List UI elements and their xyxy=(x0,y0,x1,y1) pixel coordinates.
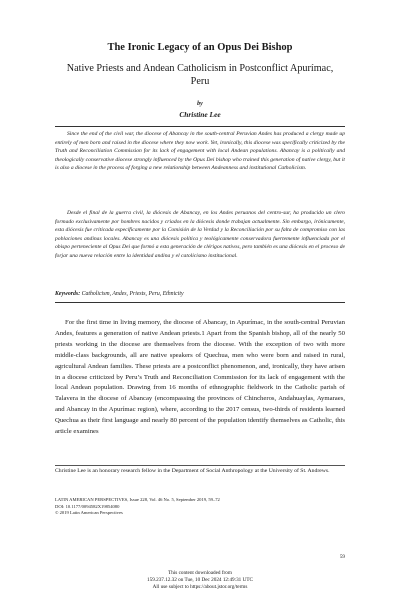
author-name: Christine Lee xyxy=(179,110,221,119)
download-line-2: 159.237.12.32 on Tue, 10 Dec 2024 12:49:31 UTC xyxy=(147,577,253,584)
abstract-english: Since the end of the civil war, the diocese of Abancay in the south-central Peruvian Andes has produced a clergy made up entirely of men born and raised in the diocese where they now work. Yet, ironically, this diocese was specifically criticized by the Truth and Reconciliation Commission for its lack of engagement with local Andean populations. Abancay is a politically and theologically conservative diocese strongly influenced by the Opus Dei bishop who trained this generation of native clergy, but it is also a diocese in the process of forging a new relationship between Andeanness and institutional Catholicism. xyxy=(55,131,345,171)
article-subtitle: Native Priests and Andean Catholicism in Postconflict Apurímac, Peru xyxy=(66,63,334,87)
publication-info xyxy=(55,497,255,517)
article-title: The Ironic Legacy of an Opus Dei Bishop xyxy=(107,42,293,53)
download-footer xyxy=(100,570,300,592)
author-note: Christine Lee is an honorary research fellow in the Department of Social Anthropology at the University of St. Andrews. xyxy=(55,468,330,474)
doi: DOI: 10.1177/0094582X19854080 xyxy=(55,503,120,509)
download-line-1: This content downloaded from xyxy=(168,570,232,576)
abstract-bottom-rule xyxy=(55,302,345,303)
keywords-line xyxy=(55,291,345,298)
copyright: © 2019 Latin American Perspectives xyxy=(55,510,123,516)
keywords-label: Keywords: xyxy=(55,291,81,297)
page-number: 59 xyxy=(339,554,345,560)
keywords-value: Catholicism, Andes, Priests, Peru, Ethnicity xyxy=(81,291,184,297)
abstract-top-rule xyxy=(55,126,345,127)
journal-citation: LATIN AMERICAN PERSPECTIVES, Issue 228, Vol. 46 No. 5, September 2019, 59–72 xyxy=(55,497,220,502)
byline-by: by xyxy=(197,101,203,107)
footnote-rule xyxy=(55,465,345,466)
body-paragraph: For the first time in living memory, the diocese of Abancay, in Apurímac, in the south-central Peruvian Andes, features a generation of native Andean priests.1 Apart from the Spanish bishop, all of the nearly 50 priests working in the diocese are themselves from the diocese. With the exception of two with more middle-class backgrounds, all are native speakers of Quechua, men who were born and raised in rural, agricultural Andean families. These priests are a postconflict phenomenon, and, ironically, they have arisen in a diocese criticized by Peru’s Truth and Reconciliation Commission for its lack of engagement with the local Andean population. Drawing from 16 months of ethnographic fieldwork in the Catholic parish of Talavera in the diocese of Abancay (encompassing the provinces of Chincheros, Andahuaylas, Aymaraes, and Abancay in the Apurímac region), where, according to the 2017 census, two-thirds of residents learned Quechua as their first language and nearly 80 percent of the population identify themselves as Catholic, this article examines xyxy=(55,319,345,436)
abstract-spanish: Desde el final de la guerra civil, la diócesis de Abancay, en los Andes peruanos del centro-sur, ha producido un clero formado exclusivamente por hombres nacidos y criados en la diócesis donde trabajan actualmente. Sin embargo, irónicamente, esta diócesis fue criticada específicamente por la Comisión de la Verdad y la Reconciliación por su falta de compromiso con las poblaciones andinas locales. Abancay es una diócesis política y teológicamente conservadora fuertemente influenciada por el obispo perteneciente al Opus Dei que formó a esta generación de clérigos nativos, pero también es una diócesis en el proceso de forjar una nueva relación entre la identidad andina y el catolicismo institucional. xyxy=(55,210,345,259)
download-line-3: All use subject to https://about.jstor.org/terms xyxy=(152,584,248,591)
